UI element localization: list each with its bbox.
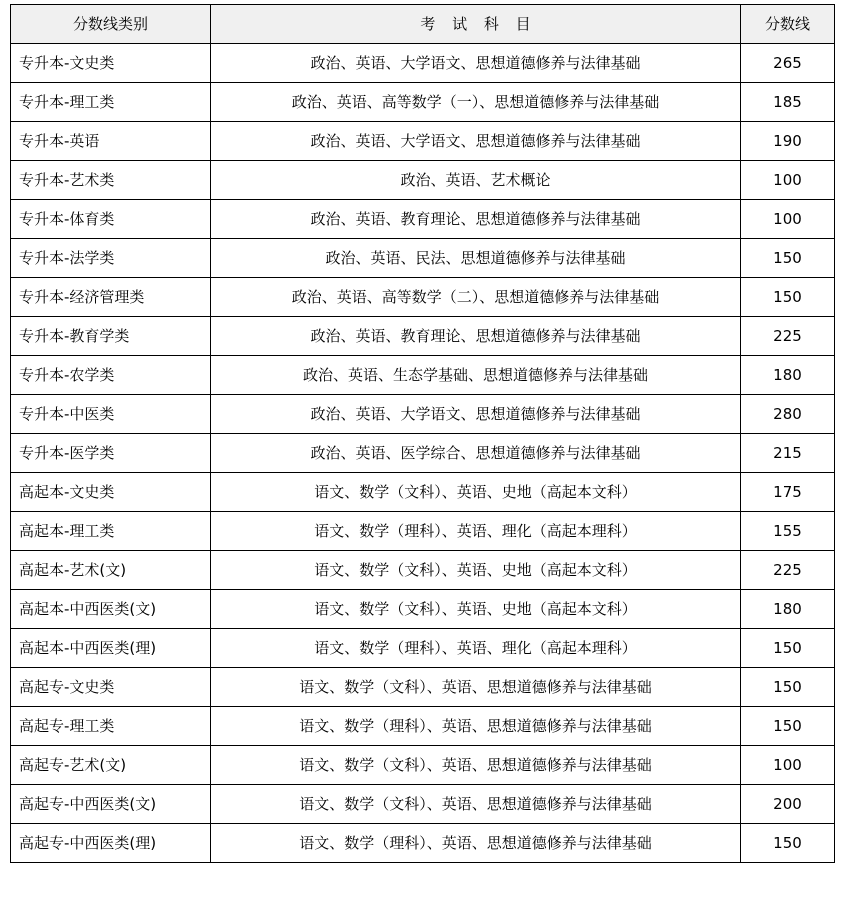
table-row: [11, 551, 835, 590]
cell-subject: 语文、数学（文科）、英语、史地（高起本文科）: [211, 590, 741, 629]
table-row: [11, 395, 835, 434]
cell-category: 专升本-教育学类: [11, 317, 211, 356]
table-row: [11, 707, 835, 746]
table-row: [11, 746, 835, 785]
cell-subject: 语文、数学（理科）、英语、理化（高起本理科）: [211, 629, 741, 668]
cell-score: 150: [741, 707, 835, 746]
cell-subject: 政治、英语、民法、思想道德修养与法律基础: [211, 239, 741, 278]
cell-score: 190: [741, 122, 835, 161]
cell-category: 高起专-文史类: [11, 668, 211, 707]
table-row: [11, 44, 835, 83]
table-row: [11, 590, 835, 629]
cell-category: 专升本-农学类: [11, 356, 211, 395]
cell-category: 专升本-医学类: [11, 434, 211, 473]
cell-subject: 政治、英语、大学语文、思想道德修养与法律基础: [211, 122, 741, 161]
cell-category: 高起本-艺术(文): [11, 551, 211, 590]
column-header-score: 分数线: [741, 5, 835, 44]
cell-score: 225: [741, 551, 835, 590]
cell-score: 200: [741, 785, 835, 824]
cell-score: 155: [741, 512, 835, 551]
table-row: [11, 824, 835, 863]
cell-score: 180: [741, 590, 835, 629]
table-row: [11, 629, 835, 668]
cell-score: 225: [741, 317, 835, 356]
cell-score: 150: [741, 629, 835, 668]
cell-subject: 政治、英语、艺术概论: [211, 161, 741, 200]
cell-score: 180: [741, 356, 835, 395]
table-header-row: [11, 5, 835, 44]
cell-score: 265: [741, 44, 835, 83]
cell-score: 175: [741, 473, 835, 512]
cell-score: 150: [741, 239, 835, 278]
cell-subject: 政治、英语、生态学基础、思想道德修养与法律基础: [211, 356, 741, 395]
cell-category: 专升本-英语: [11, 122, 211, 161]
cell-score: 100: [741, 746, 835, 785]
admission-score-table: [10, 4, 835, 863]
cell-subject: 语文、数学（理科）、英语、思想道德修养与法律基础: [211, 824, 741, 863]
cell-subject: 政治、英语、大学语文、思想道德修养与法律基础: [211, 44, 741, 83]
table-row: [11, 317, 835, 356]
cell-subject: 政治、英语、高等数学（二）、思想道德修养与法律基础: [211, 278, 741, 317]
cell-score: 150: [741, 824, 835, 863]
cell-subject: 政治、英语、高等数学（一）、思想道德修养与法律基础: [211, 83, 741, 122]
cell-category: 高起本-理工类: [11, 512, 211, 551]
cell-category: 专升本-文史类: [11, 44, 211, 83]
cell-category: 专升本-理工类: [11, 83, 211, 122]
cell-subject: 政治、英语、教育理论、思想道德修养与法律基础: [211, 317, 741, 356]
table-row: [11, 668, 835, 707]
table-row: [11, 356, 835, 395]
table-row: [11, 785, 835, 824]
cell-subject: 语文、数学（文科）、英语、史地（高起本文科）: [211, 473, 741, 512]
cell-score: 185: [741, 83, 835, 122]
table-body: [11, 44, 835, 863]
cell-score: 150: [741, 668, 835, 707]
table-row: [11, 512, 835, 551]
table-row: [11, 83, 835, 122]
cell-subject: 语文、数学（文科）、英语、思想道德修养与法律基础: [211, 668, 741, 707]
cell-category: 高起专-艺术(文): [11, 746, 211, 785]
cell-category: 高起本-文史类: [11, 473, 211, 512]
table-header: [11, 5, 835, 44]
column-header-category: 分数线类别: [11, 5, 211, 44]
column-header-subject: 考 试 科 目: [211, 5, 741, 44]
table-row: [11, 239, 835, 278]
cell-category: 高起本-中西医类(文): [11, 590, 211, 629]
cell-score: 215: [741, 434, 835, 473]
cell-category: 高起专-中西医类(文): [11, 785, 211, 824]
cell-subject: 语文、数学（文科）、英语、史地（高起本文科）: [211, 551, 741, 590]
cell-category: 专升本-法学类: [11, 239, 211, 278]
cell-subject: 语文、数学（文科）、英语、思想道德修养与法律基础: [211, 785, 741, 824]
cell-category: 高起专-理工类: [11, 707, 211, 746]
table-row: [11, 473, 835, 512]
cell-score: 150: [741, 278, 835, 317]
cell-category: 专升本-中医类: [11, 395, 211, 434]
table-row: [11, 122, 835, 161]
cell-subject: 政治、英语、教育理论、思想道德修养与法律基础: [211, 200, 741, 239]
cell-category: 高起本-中西医类(理): [11, 629, 211, 668]
cell-subject: 语文、数学（文科）、英语、思想道德修养与法律基础: [211, 746, 741, 785]
cell-category: 专升本-经济管理类: [11, 278, 211, 317]
cell-subject: 语文、数学（理科）、英语、思想道德修养与法律基础: [211, 707, 741, 746]
cell-score: 100: [741, 161, 835, 200]
cell-score: 280: [741, 395, 835, 434]
cell-category: 专升本-艺术类: [11, 161, 211, 200]
table-row: [11, 434, 835, 473]
cell-subject: 政治、英语、大学语文、思想道德修养与法律基础: [211, 395, 741, 434]
cell-category: 专升本-体育类: [11, 200, 211, 239]
table-row: [11, 161, 835, 200]
cell-subject: 语文、数学（理科）、英语、理化（高起本理科）: [211, 512, 741, 551]
table-row: [11, 200, 835, 239]
cell-score: 100: [741, 200, 835, 239]
cell-category: 高起专-中西医类(理): [11, 824, 211, 863]
table-row: [11, 278, 835, 317]
cell-subject: 政治、英语、医学综合、思想道德修养与法律基础: [211, 434, 741, 473]
